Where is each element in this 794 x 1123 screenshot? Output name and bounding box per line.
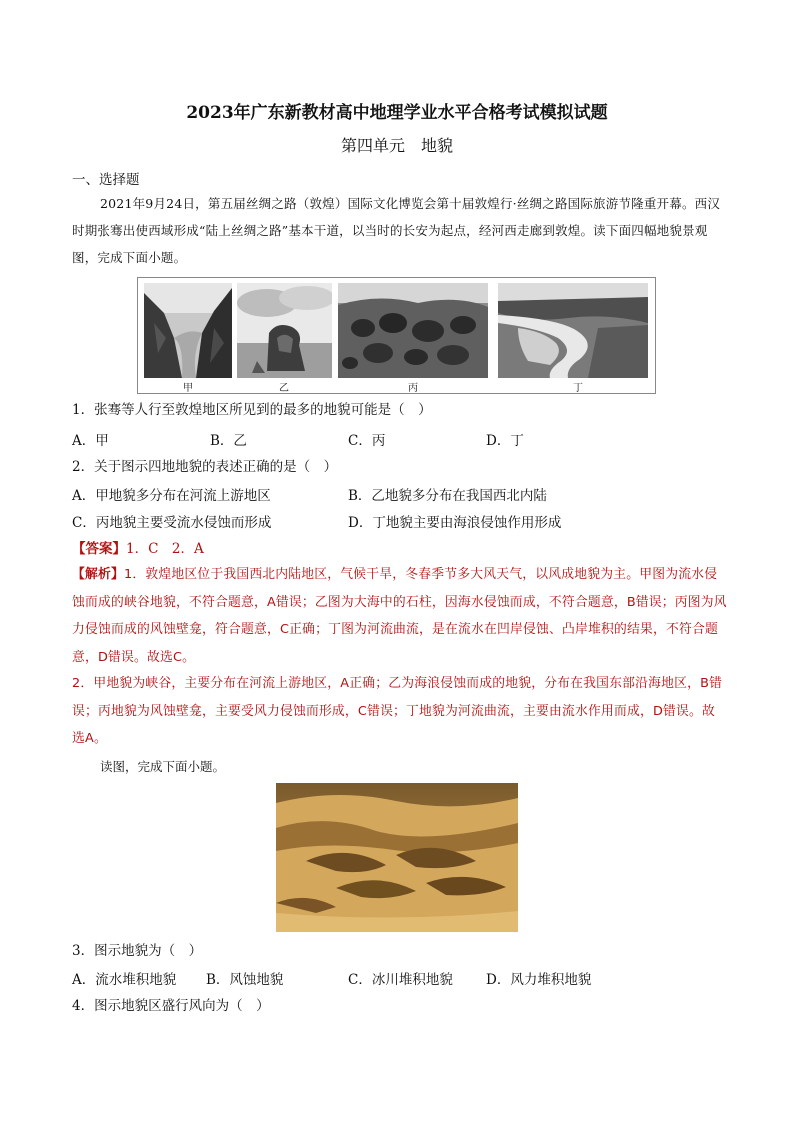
q3-option-a: A．流水堆积地貌 <box>72 972 177 988</box>
exam-title: 2023年广东新教材高中地理学业水平合格考试模拟试题 <box>186 103 608 123</box>
analysis-paragraph-1 <box>72 561 728 671</box>
q1-option-c: C．丙 <box>348 433 386 449</box>
q2-option-b: B．乙地貌多分布在我国西北内陆 <box>348 488 547 504</box>
caption-jia: 甲 <box>183 383 193 394</box>
caption-bing: 丙 <box>408 383 418 394</box>
question-2-stem: 2．关于图示四地地貌的表述正确的是（ ） <box>72 459 338 475</box>
q2-option-c: C．丙地貌主要受流水侵蚀而形成 <box>72 515 272 531</box>
q2-option-a: A．甲地貌多分布在河流上游地区 <box>72 488 271 504</box>
answer-text: 1．C 2．A <box>126 541 204 557</box>
analysis-text-1: 1．敦煌地区位于我国西北内陆地区，气候干旱，冬春季节多大风天气，以风成地貌为主。甲图为流水侵蚀而成的峡谷地貌，不符合题意，A错误；乙图为大海中的石柱，因海水侵蚀而成，不符合题意，B错误；丙图为风力侵蚀而成的风蚀壁龛，符合题意，C正确；丁图为河流曲流，是在流水在凹岸侵蚀、凸岸堆积的结果，不符合题意，D错误。故选C。 <box>72 567 727 665</box>
q3-option-b: B．风蚀地貌 <box>206 972 284 988</box>
q3-option-c: C．冰川堆积地貌 <box>348 972 453 988</box>
answer-tag: 【答案】 <box>72 541 126 557</box>
q1-option-b: B．乙 <box>210 433 247 449</box>
analysis-tag: 【解析】 <box>72 567 124 582</box>
unit-title: 第四单元 地貌 <box>340 136 453 155</box>
question-1-stem: 1．张骞等人行至敦煌地区所见到的最多的地貌可能是（ ） <box>72 402 432 418</box>
photo-sand-dunes <box>276 783 518 932</box>
landform-figure <box>137 277 656 394</box>
section-heading: 一、选择题 <box>72 172 140 188</box>
answer-line <box>72 539 732 559</box>
photo-meander <box>498 283 648 378</box>
analysis-paragraph-2: 2．甲地貌为峡谷，主要分布在河流上游地区，A正确；乙为海浪侵蚀而成的地貌，分布在我国东部沿海地区，B错误；丙地貌为风蚀壁龛，主要受风力侵蚀而形成，C错误；丁地貌为河流曲流，主要由流水作用而成，D错误。故选A。 <box>72 676 723 746</box>
caption-yi: 乙 <box>279 383 289 394</box>
photo-canyon <box>144 283 232 378</box>
q3-option-d: D．风力堆积地貌 <box>486 972 592 988</box>
question-4-stem: 4．图示地貌区盛行风向为（ ） <box>72 998 270 1014</box>
caption-ding: 丁 <box>573 383 583 394</box>
q2-option-d: D．丁地貌主要由海浪侵蚀作用形成 <box>348 515 562 531</box>
intro-2: 读图，完成下面小题。 <box>100 759 226 774</box>
photo-wind-niche <box>338 283 488 378</box>
q1-option-a: A．甲 <box>72 433 109 449</box>
q1-option-d: D．丁 <box>486 433 524 449</box>
question-3-stem: 3．图示地貌为（ ） <box>72 943 203 959</box>
intro-paragraph: 2021年9月24日，第五届丝绸之路（敦煌）国际文化博览会第十届敦煌行·丝绸之路国际旅游节隆重开幕。西汉时期张骞出使西域形成“陆上丝绸之路”基本干道，以当时的长安为起点，经河西走廊到敦煌。读下面四幅地貌景观图，完成下面小题。 <box>72 196 721 265</box>
photo-sea-stack <box>237 283 332 378</box>
